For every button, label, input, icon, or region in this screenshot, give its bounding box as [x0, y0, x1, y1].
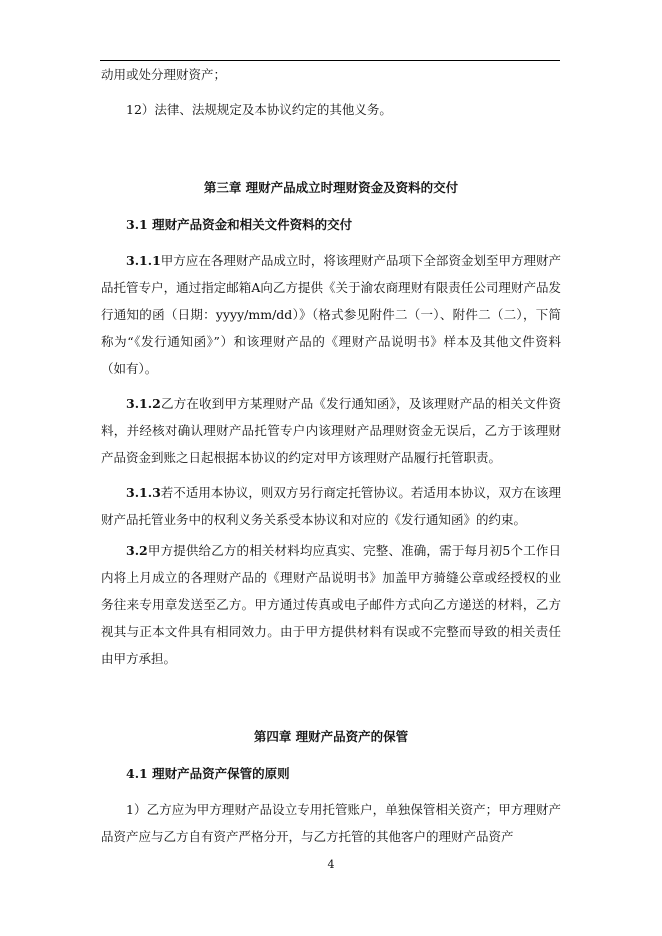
- paragraph-4-1-1: 1）乙方应为甲方理财产品设立专用托管账户，单独保管相关资产；甲方理财产品资产应与乙方自有资产严格分开，与乙方托管的其他客户的理财产品资产: [101, 802, 561, 844]
- page-number: 4: [327, 858, 335, 871]
- document-body: [101, 61, 561, 850]
- section-4-1-heading: 4.1 理财产品资产保管的原则: [126, 766, 290, 781]
- clause-text: 若不适用本协议，则双方另行商定托管协议。若适用本协议，双方在该理财产品托管业务中的权利义务关系受本协议和对应的《发行通知函》的约束。: [101, 485, 561, 527]
- clause-text: 乙方在收到甲方某理财产品《发行通知函》，及该理财产品的相关文件资料，并经核对确认理财产品托管专户内该理财产品理财资金无误后，乙方于该理财产品资金到账之日起根据本协议的约定对甲方该理财产品履行托管职责。: [101, 396, 561, 465]
- chapter-3-title: 第三章 理财产品成立时理财资金及资料的交付: [203, 180, 459, 195]
- chapter-4-title: 第四章 理财产品资产的保管: [253, 729, 409, 744]
- paragraph-3-1-3: [101, 479, 561, 533]
- clause-number: 3.2: [126, 543, 148, 558]
- clause-text: 甲方应在各理财产品成立时，将该理财产品项下全部资金划至甲方理财产品托管专户，通过指定邮箱A向乙方提供《关于渝农商理财有限责任公司理财产品发行通知的函（日期：yyyy/mm/dd）》（格式参见附件二（一）、附件二（二），下简称为“《发行通知函》”）和该理财产品的《理财产品说明书》样本及其他文件资料（如有）。: [101, 253, 561, 376]
- paragraph-3-1-2: [101, 390, 561, 471]
- item-12: 12）法律、法规规定及本协议约定的其他义务。: [126, 102, 392, 117]
- clause-text: 甲方提供给乙方的相关材料均应真实、完整、准确，需于每月初5个工作日内将上月成立的各理财产品的《理财产品说明书》加盖甲方骑缝公章或经授权的业务往来专用章发送至乙方。甲方通过传真或电子邮件方式向乙方递送的材料，乙方视其与正本文件具有相同效力。由于甲方提供材料有误或不完整而导致的相关责任由甲方承担。: [101, 543, 561, 666]
- clause-number: 3.1.2: [126, 396, 161, 411]
- paragraph-3-1-1: [101, 247, 561, 382]
- clause-number: 3.1.3: [126, 485, 161, 500]
- section-3-1-heading: 3.1 理财产品资金和相关文件资料的交付: [126, 217, 353, 232]
- paragraph-3-2: [101, 537, 561, 672]
- continuation-line: 动用或处分理财资产；: [101, 67, 227, 82]
- clause-number: 3.1.1: [126, 253, 161, 268]
